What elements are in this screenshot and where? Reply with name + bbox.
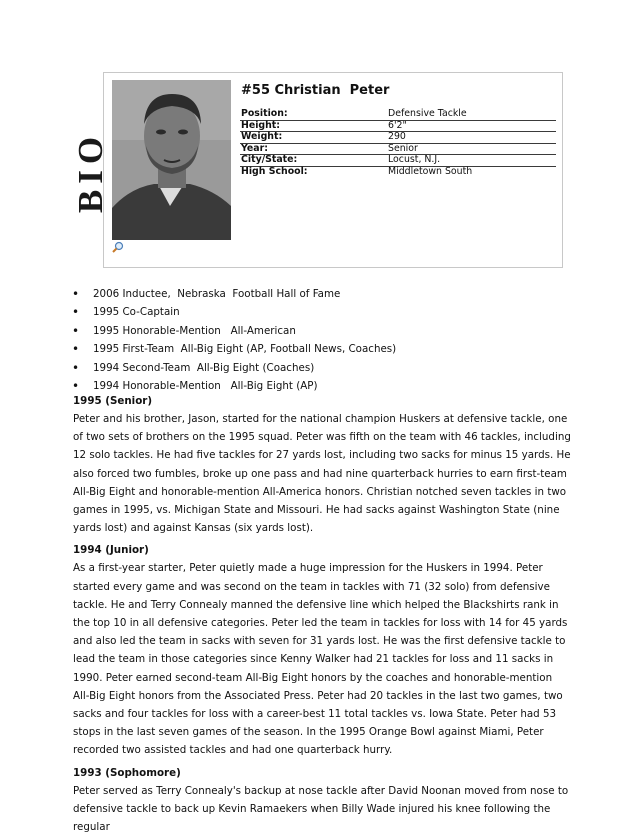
info-value: Senior xyxy=(387,143,556,155)
info-row-year xyxy=(240,143,556,155)
section-text-1993: Peter served as Terry Connealy's backup at nose tackle after David Noonan moved from nose to defensive tackle to back up Kevin Ramaekers when Billy Wade injured his knee following the regular xyxy=(73,784,569,834)
bio-side-label-text: BIO xyxy=(71,130,110,214)
info-value: Defensive Tackle xyxy=(387,109,556,120)
player-info-table xyxy=(240,109,556,177)
info-label: Weight: xyxy=(240,132,387,144)
magnifier-icon[interactable] xyxy=(112,240,124,252)
list-item: • 1995 First-Team All-Big Eight (AP, Football News, Coaches) xyxy=(72,340,396,358)
player-portrait-icon xyxy=(112,80,231,240)
section-heading-1993: 1993 (Sophomore) xyxy=(73,766,181,779)
info-value: 290 xyxy=(387,132,556,144)
honors-list xyxy=(72,285,396,395)
info-row-weight xyxy=(240,132,556,144)
section-heading-1994: 1994 (Junior) xyxy=(73,544,149,557)
info-value: Middletown South xyxy=(388,165,473,177)
player-name: #55 Christian Peter xyxy=(241,83,390,98)
info-row-city-state xyxy=(240,155,556,167)
info-value: 6'2" xyxy=(387,120,556,132)
section-heading-1995: 1995 (Senior) xyxy=(73,395,153,407)
info-label: Height: xyxy=(240,120,387,132)
player-photo[interactable] xyxy=(112,80,231,240)
list-item: • 1994 Second-Team All-Big Eight (Coaches) xyxy=(72,359,396,377)
info-label: City/State: xyxy=(240,155,387,167)
info-label: High School: xyxy=(241,165,308,177)
season-sections xyxy=(73,392,571,840)
info-row-position xyxy=(240,109,556,120)
list-item: • 1995 Honorable-Mention All-American xyxy=(72,322,396,340)
info-label: Position: xyxy=(240,109,387,120)
section-text-1995: Peter and his brother, Jason, started for the national champion Huskers at defensive tackle, one of two sets of brothers on the 1995 squad. Peter was fifth on the team with 46 tackles, including 12 solo tackles. He had five tackles for 27 yards lost, including two sacks for minus 15 yards. He also forced two fumbles, broke up one pass and had nine quarterback hurries to earn first-team All-Big Eight and honorable-mention All-America honors. Christian notched seven tackles in two games in 1995, vs. Michigan State and Missouri. He had sacks against Washington State (nine yards lost) and against Kansas (six yards lost). xyxy=(73,413,571,535)
info-row-high-school xyxy=(240,166,556,177)
info-row-height xyxy=(240,120,556,132)
list-item: • 1995 Co-Captain xyxy=(72,303,396,321)
info-label: Year: xyxy=(240,143,387,155)
section-text-1994: As a first-year starter, Peter quietly made a huge impression for the Huskers in 1994. Peter started every game and was second on the team in tackles with 71 (32 solo) from defensive tackle. He and Terry Connealy manned the defensive line which helped the Blackshirts rank in the top 10 in all defensive categories. Peter led the team in tackles for loss with 14 for 45 yards and also led the team in sacks with seven for 31 yards lost. He was the first defensive tackle to lead the team in those categories since Kenny Walker had 21 tackles for loss and 11 sacks in 1990. Peter earned second-team All-Big Eight honors by the coaches and honorable-mention All-Big Eight honors from the Associated Press. Peter had 20 tackles in the last two games, two sacks and four tackles for loss with a career-best 11 total tackles vs. Iowa State. Peter had 53 stops in the last seven games of the season. In the 1995 Orange Bowl against Miami, Peter recorded two assisted tackles and had one quarterback hurry. xyxy=(73,562,568,757)
info-value: Locust, N.J. xyxy=(387,155,556,167)
list-item: • 2006 Inductee, Nebraska Football Hall of Fame xyxy=(72,285,396,303)
list-item: • 1994 Honorable-Mention All-Big Eight (AP) xyxy=(72,377,396,395)
